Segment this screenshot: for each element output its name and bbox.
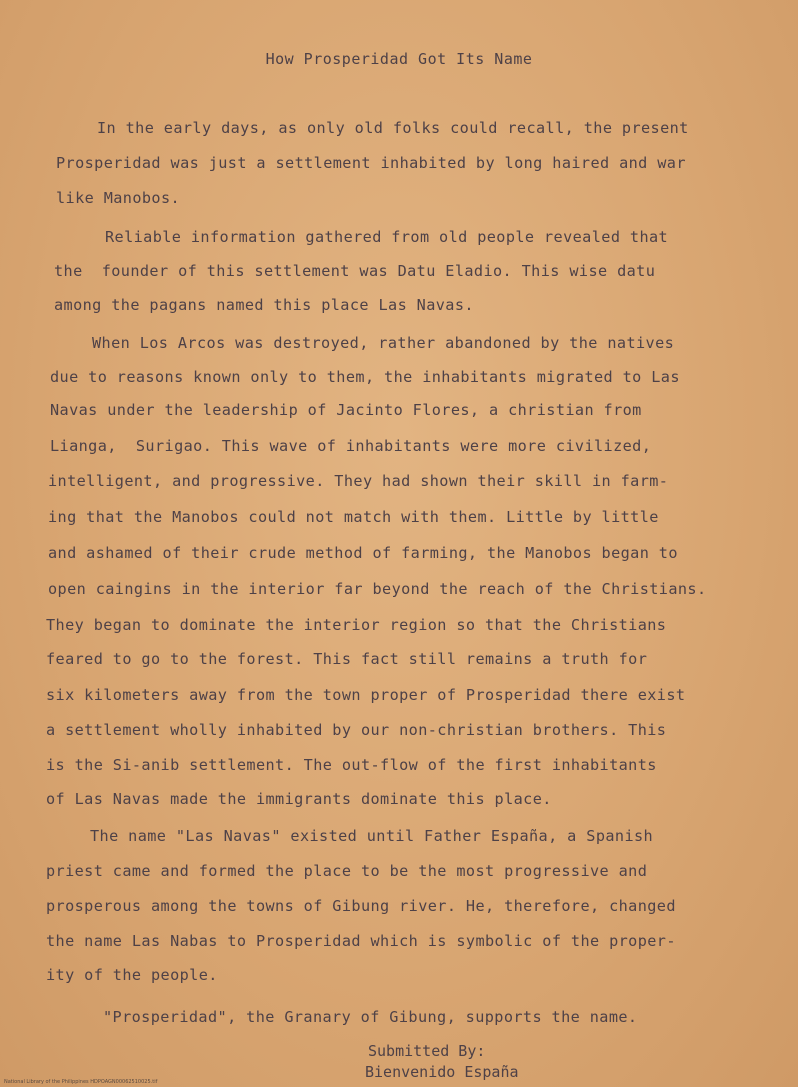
archive-stamp: National Library of the Philippines HDPOAGN00062510025.tif <box>4 1079 158 1085</box>
body-line: a settlement wholly inhabited by our non-christian brothers. This <box>46 721 667 739</box>
body-line: open caingins in the interior far beyond the reach of the Christians. <box>48 580 707 598</box>
body-line: "Prosperidad", the Granary of Gibung, supports the name. <box>103 1008 638 1026</box>
body-line: When Los Arcos was destroyed, rather abandoned by the natives <box>92 334 675 352</box>
body-line: Navas under the leadership of Jacinto Flores, a christian from <box>50 401 642 419</box>
body-line: feared to go to the forest. This fact still remains a truth for <box>46 650 648 668</box>
page-title: How Prosperidad Got Its Name <box>265 50 533 68</box>
body-line: the founder of this settlement was Datu Eladio. This wise datu <box>54 262 656 280</box>
body-line: prosperous among the towns of Gibung river. He, therefore, changed <box>46 897 676 915</box>
body-line: They began to dominate the interior region so that the Christians <box>46 616 667 634</box>
body-line: the name Las Nabas to Prosperidad which is symbolic of the proper- <box>46 932 676 950</box>
body-line: is the Si-anib settlement. The out-flow of the first inhabitants <box>46 756 657 774</box>
body-line: Lianga, Surigao. This wave of inhabitants were more civilized, <box>50 437 652 455</box>
body-line: ing that the Manobos could not match with them. Little by little <box>48 508 659 526</box>
author-name: Bienvenido España <box>365 1063 519 1081</box>
body-line: The name "Las Navas" existed until Father España, a Spanish <box>90 827 654 845</box>
body-line: and ashamed of their crude method of farming, the Manobos began to <box>48 544 678 562</box>
body-line: Reliable information gathered from old people revealed that <box>105 228 669 246</box>
body-line: ity of the people. <box>46 966 218 984</box>
body-line: Prosperidad was just a settlement inhabited by long haired and war <box>56 154 686 172</box>
body-line: of Las Navas made the immigrants dominate this place. <box>46 790 552 808</box>
submitted-by-label: Submitted By: <box>368 1042 486 1060</box>
body-line: intelligent, and progressive. They had shown their skill in farm- <box>48 472 669 490</box>
body-line: In the early days, as only old folks could recall, the present <box>97 119 689 137</box>
body-line: among the pagans named this place Las Navas. <box>54 296 474 314</box>
body-line: six kilometers away from the town proper of Prosperidad there exist <box>46 686 686 704</box>
body-line: priest came and formed the place to be the most progressive and <box>46 862 648 880</box>
body-line: like Manobos. <box>56 189 181 207</box>
body-line: due to reasons known only to them, the inhabitants migrated to Las <box>50 368 680 386</box>
